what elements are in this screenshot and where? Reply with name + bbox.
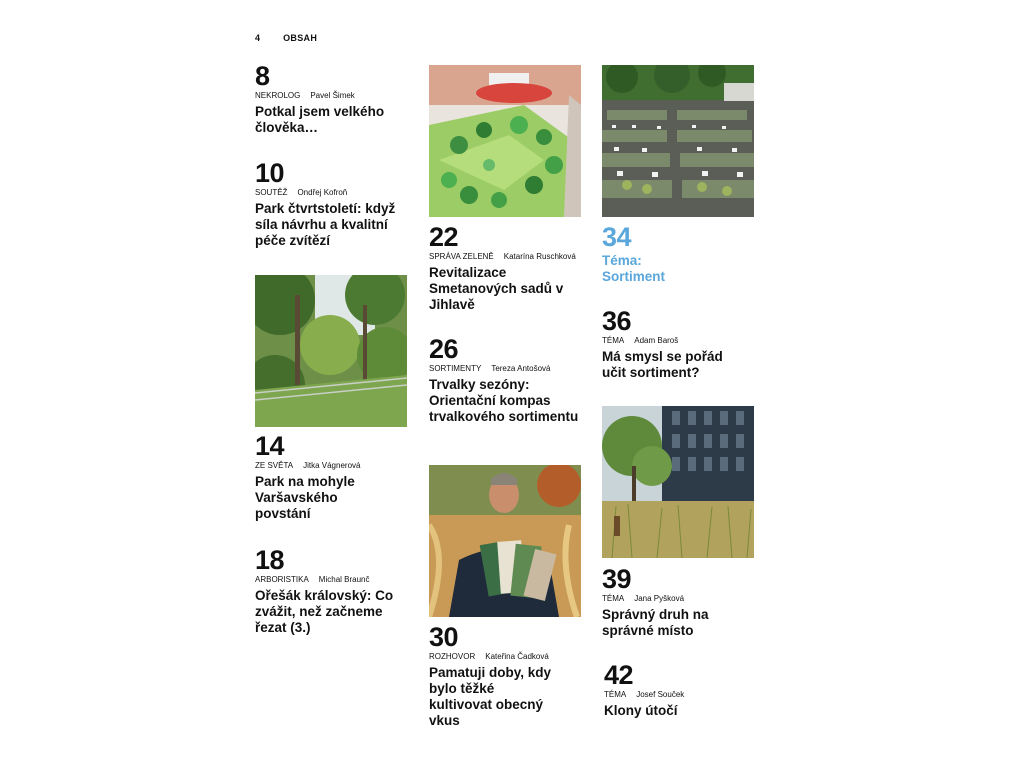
toc-entry-30[interactable] — [429, 624, 589, 729]
entry-meta — [602, 594, 762, 604]
park-trees-photo — [255, 275, 407, 427]
entry-page-number: 36 — [602, 306, 632, 336]
entry-meta — [255, 461, 415, 471]
section-title: OBSAH — [283, 33, 318, 43]
page-number: 4 — [255, 33, 261, 43]
entry-title[interactable]: Revitalizace Smetanových sadů v Jihlavě — [429, 265, 564, 312]
entry-title[interactable]: Trvalky sezóny: Orientační kompas trvalkového sortimentu — [429, 377, 579, 424]
entry-section: TÉMA — [602, 594, 625, 603]
entry-page-number: 22 — [429, 222, 459, 252]
entry-page-number: 14 — [255, 431, 285, 461]
page-header — [255, 33, 317, 43]
entry-page-number: 26 — [429, 334, 459, 364]
entry-page-number: 8 — [255, 61, 270, 91]
toc-entry-39[interactable] — [602, 566, 762, 639]
entry-title[interactable]: Potkal jsem velkého člověka… — [255, 104, 385, 135]
toc-entry-10[interactable] — [255, 160, 415, 249]
entry-section: TÉMA — [602, 336, 625, 345]
entry-section: TÉMA — [604, 690, 627, 699]
grasses-building-photo — [602, 406, 754, 558]
toc-entry-34[interactable] — [602, 224, 762, 285]
entry-page-number: 30 — [429, 622, 459, 652]
toc-entry-14[interactable] — [255, 433, 415, 522]
entry-meta — [604, 690, 764, 700]
entry-author: Adam Baroš — [634, 336, 679, 345]
toc-entry-36[interactable] — [602, 308, 762, 381]
entry-author: Michal Braunč — [318, 575, 370, 584]
entry-page-number: 39 — [602, 564, 632, 594]
entry-section: SPRÁVA ZELENĚ — [429, 252, 494, 261]
entry-section: NEKROLOG — [255, 91, 301, 100]
toc-entry-18[interactable] — [255, 547, 415, 636]
entry-meta — [429, 252, 589, 262]
entry-page-number: 34 — [602, 222, 632, 252]
entry-section: ARBORISTIKA — [255, 575, 309, 584]
jihlava-render-image — [429, 65, 581, 217]
entry-title[interactable]: Park čtvrtstoletí: když síla návrhu a kvalitní péče zvítězí — [255, 201, 396, 248]
entry-section: SORTIMENTY — [429, 364, 482, 373]
entry-author: Pavel Šimek — [310, 91, 355, 100]
entry-author: Ondřej Kofroň — [297, 188, 348, 197]
entry-title[interactable]: Správný druh na správné místo — [602, 607, 709, 638]
entry-title[interactable]: Klony útočí — [604, 703, 678, 718]
toc-entry-26[interactable] — [429, 336, 589, 425]
entry-section: ROZHOVOR — [429, 652, 476, 661]
entry-author: Jana Pyšková — [634, 594, 685, 603]
entry-title[interactable]: Pamatuji doby, kdy bylo těžké kultivovat obecný vkus — [429, 665, 552, 728]
toc-entry-8[interactable] — [255, 63, 415, 136]
entry-title[interactable]: Park na mohyle Varšavského povstání — [255, 474, 355, 521]
entry-meta — [602, 336, 762, 346]
entry-page-number: 42 — [604, 660, 634, 690]
entry-title[interactable]: Má smysl se pořád učit sortiment? — [602, 349, 723, 380]
entry-meta — [429, 652, 589, 662]
nursery-beds-photo — [602, 65, 754, 217]
entry-section: SOUTĚŽ — [255, 188, 288, 197]
entry-author: Kateřina Čadková — [485, 652, 549, 661]
entry-meta — [255, 575, 415, 585]
entry-author: Tereza Antošová — [491, 364, 551, 373]
entry-page-number: 18 — [255, 545, 285, 575]
entry-section: ZE SVĚTA — [255, 461, 294, 470]
entry-author: Katarína Ruschková — [503, 252, 576, 261]
entry-meta — [429, 364, 589, 374]
entry-title[interactable]: Téma: Sortiment — [602, 253, 666, 284]
toc-entry-42[interactable] — [604, 662, 764, 719]
entry-title[interactable]: Ořešák královský: Co zvážit, než začneme řezat (3.) — [255, 588, 394, 635]
entry-author: Josef Souček — [636, 690, 685, 699]
entry-author: Jitka Vágnerová — [303, 461, 361, 470]
toc-entry-22[interactable] — [429, 224, 589, 313]
portrait-photo — [429, 465, 581, 617]
entry-page-number: 10 — [255, 158, 285, 188]
entry-meta — [255, 91, 415, 101]
entry-meta — [255, 188, 415, 198]
